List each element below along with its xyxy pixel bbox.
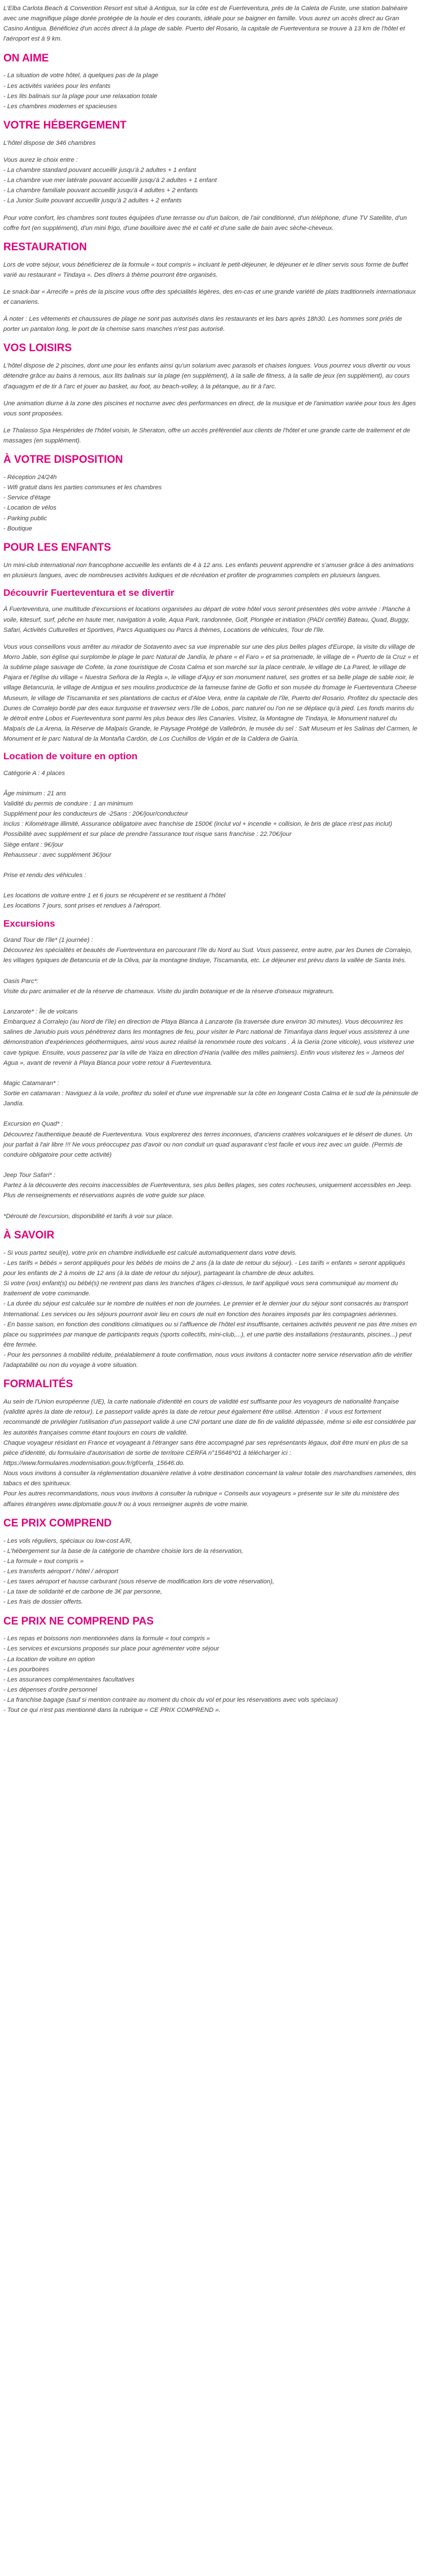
list-item: Lanzarote* : Île de volcans	[3, 1008, 78, 1015]
list-item: - Tout ce qui n'est pas mentionné dans la rubrique « CE PRIX COMPREND ».	[3, 1707, 221, 1714]
formalites-cerfa-link[interactable]: https://www.formulaires.modernisation.gouv.fr/gf/cerfa_15646.do.	[3, 1460, 185, 1467]
list-item: - Les lits balinais sur la plage pour une relaxation totale	[3, 92, 158, 100]
list-item: Possibilité avec supplément et sur place de prendre l'assurance tout risque sans franchise : 22.70€/jour	[3, 831, 292, 838]
savoir-list	[3, 1248, 419, 1371]
list-item	[3, 1201, 419, 1211]
enfants-heading: POUR LES ENFANTS	[3, 541, 112, 554]
intro-text: L'Elba Carlota Beach & Convention Resort est situé à Antigua, sur la côte est de Fuerteventura, près de la Caleta de Fuste, une station balnéaire avec une magnifique plage dorée protégée de la houle et des courants, idéale pour se baigner en famille. Vous aurez un accès direct au Gran Casino Antigua. Bénéficiez d'un accès direct à la plage de sable. Puerto del Rosario, la capitale de Fuerteventura se trouve à 13 km de l'hôtel et l'aéroport est à 9 km.	[3, 5, 408, 43]
loisirs-facilities: L'hôtel dispose de 2 piscines, dont une pour les enfants ainsi qu'un solarium avec parasols et chaises longues. Vous pourrez vous divertir ou vous détendre grâce au bains à remous, aux lits balinais sur la plage (en supplément), à la salle de fitness, à la salle de jeux (en supplément), au cours d'aquagym et de tir à l'arc et jouer au basket, au foot, au beach-volley, à la pétanque, au tir à l'arc.	[3, 362, 411, 390]
list-item: Catégorie A : 4 places	[3, 769, 65, 777]
list-item: Rehausseur : avec supplément 3€/jour	[3, 851, 112, 858]
formalites-heading: FORMALITÉS	[3, 1378, 73, 1391]
hebergement-choice-intro: Vous aurez le choix entre :	[3, 156, 78, 163]
list-item: - En basse saison, en fonction des conditions climatiques ou si l'affluence de l'hôtel est insuffisante, certaines activités peuvent ne pas être mises en place ou supprimées par manque de participants requis (sports collectifs, mini-club,...), et une partie des installations (restaurants, piscines...) peut être fermée.	[3, 1321, 417, 1348]
restauration-formula: Lors de votre séjour, vous bénéficierez de la formule « tout compris » incluant le petit-déjeuner, le déjeuner et le dîner servis sous forme de buffet varié au restaurant « Tindaya ». Des dîners à thème pourront être organisés.	[3, 261, 408, 278]
restauration-heading: RESTAURATION	[3, 241, 87, 253]
prix-non-comprend-heading: CE PRIX NE COMPREND PAS	[3, 1615, 154, 1627]
hebergement-room-list	[3, 165, 419, 206]
list-item: Si votre (vos) enfant(s) ou bébé(s) ne rentrent pas dans les tranches d'âges ci-dessus, le tarif appliqué vous sera communiqué au moment du traitement de votre commande.	[3, 1280, 398, 1298]
enfants-mini-club: Un mini-club international non francophone accueille les enfants de 4 à 12 ans. Les enfants peuvent apprendre et s'amuser grâce à des animations en plusieurs langues, avec de nombreuses activités ludiques et de récréation et profiter de programmes complets en plusieurs langues.	[3, 561, 414, 579]
list-item: - Les pourboires	[3, 1666, 49, 1673]
disposition-heading: À VOTRE DISPOSITION	[3, 454, 123, 466]
list-item	[3, 880, 419, 891]
list-item: - Réception 24/24h	[3, 474, 57, 481]
list-item: Sortie en catamaran : Naviguez à la voile, profitez du soleil et d'une vue imprenable sur la côte en longeant Costa Calma et le sud de la péninsule de Jandía.	[3, 1090, 419, 1108]
hebergement-equipment: Pour votre confort, les chambres sont toutes équipées d'une terrasse ou d'un balcon, de l'air conditionné, d'un téléphone, d'une TV Satellite, d'un coffre fort (en supplément), d'un mini frigo, d'une bouilloire avec thé et café et d'une salle de bain avec sèche-cheveux.	[3, 214, 407, 232]
list-item: - Service d'étage	[3, 494, 51, 502]
list-item: - Parking public	[3, 515, 47, 522]
list-item	[3, 1068, 419, 1078]
restauration-note: À noter : Les vêtements et chaussures de plage ne sont pas autorisés dans les restaurants et les bars après 18h30. Les hommes sont priés de porter un pantalon long, le port de la chemise sans manches n'est pas autorisé.	[3, 316, 402, 333]
formalites-minors: Chaque voyageur résidant en France et voyageant à l'étranger sans être accompagné par ses représentants légaux, doit être muni en plus de sa pièce d'identité, du formulaire d'autorisation de sortie de territoire CERFA n°15646*01 à télécharger ici :	[3, 1439, 408, 1457]
list-item: - Boutique	[3, 525, 32, 532]
list-item: Découvrez l'authentique beauté de Fuerteventura. Vous explorerez des terres inconnues, d'anciens cratères volcaniques et le désert de dunes. Un jour parfait à l'air libre !!! Ne vous préoccupez pas d'avoir ou non conduit un quad auparavant c'est facile et vous irez avec un guide. (Permis de conduire obligatoire pour cette activité)	[3, 1131, 412, 1158]
list-item: - La Junior Suite pouvant accueillir jusqu'à 2 adultes + 2 enfants	[3, 197, 182, 205]
list-item: Siège enfant : 9€/jour	[3, 841, 64, 848]
list-item: Découvrez les spécialités et beautés de Fuerteventura en parcourant l'île du Nord au Sud. Vous passerez, entre autre, par les Dunes de Corralejo, les villages typiques de Betancuria et de la Oliva, par la montagne tindaye, Tiscamanita, etc. Le déjeuner est prévu dans la vallée de Santa Inés.	[3, 947, 412, 964]
loisirs-animation: Une animation diurne à la zone des piscines et nocturne avec des performances en direct, de la musique et de l'animation variée pour tous les âges vous sont proposées.	[3, 400, 416, 417]
list-item: Supplément pour les conducteurs de -25ans : 20€/jour/conducteur	[3, 811, 188, 818]
list-item: - Les taxes aéroport et hausse carburant (sous réserve de modification lors de votre réservation),	[3, 1578, 274, 1586]
list-item	[3, 997, 419, 1007]
decouvrir-places: Vous vous conseillons vous arrêter au mirador de Sotavento avec sa vue imprenable sur une des plus belles plages d'Europe, la visite du village de Morro Jable, son église qui surplombe le plage le parc Natural de Jandía, le phare « el Faro » et sa promenade, le village de « Puerto de la Cruz » et la sublime plage sauvage de Cofete, la zone touristique de Costa Calma et son marché sur la place centrale, le village de La Pared, le village de Pajara et l'église du village « Nuestra Señora de la Regla », le village d'Ajuy et son monument naturel, ses grottes et sa belle plage de sable noir, le village Betancuria, le village de Antigua et ses moulins productrice de la fameuse farine de Gofio et son musée du fromage le Fuerteventura Cheese Museum, le village de Tiscamanita et ses plantations de cactus et d'Aloe Vera, entre la capitale de l'île, Puerto del Rosario. Profitez du spectacle des Dunes de Corralejo bordé par des eaux turquoise et traversez vers l'île de Lobos, parc naturel ou l'on ne se déplace qu'à pied. Les fonds marins du le détroit entre Lobos et Fuerteventura sont parmi les plus beaux des îles Canaries. Visitez, la Montagne de Tindaya, le Monument naturel du Malpaís de La Arena, la Réserve de Malpaís Grande, le Paysage Protégé de Vallebrón, le musée du sel : Salt Museum et les Salinas del Carmen, le Monument et le parc Natural de la Montaña Cardón, de Los Cuchillos de Vigán et de la Caldera de Gairía.	[3, 643, 419, 743]
list-item: - Wifi gratuit dans les parties communes et les chambres	[3, 484, 162, 492]
list-item: Partez à la découverte des recoins inaccessibles de Fuerteventura, ses plus belles plages, ses cotes rocheuses, uniquement accessibles en Jeep. Plus de renseignements et réservations auprès de votre guide sur place.	[3, 1182, 412, 1200]
list-item: - Si vous partez seul(e), votre prix en chambre individuelle est calculé automatiquement dans votre devis.	[3, 1249, 297, 1256]
list-item: Jeep Tour Safari* :	[3, 1172, 56, 1179]
formalites-customs: Nous vous invitons à consulter la réglementation douanière relative à votre destination concernant la valeur totale des marchandises ramenées, des tabacs et des spiritueux.	[3, 1470, 416, 1488]
excursions-list	[3, 935, 419, 1221]
list-item	[3, 860, 419, 870]
list-item: - La chambre familiale pouvant accueillir jusqu'à 4 adultes + 2 enfants	[3, 187, 198, 194]
list-item: Les locations 7 jours, sont prises et rendues à l'aéroport.	[3, 902, 162, 910]
hebergement-rooms-count: L'hôtel dispose de 346 chambres	[3, 139, 96, 147]
list-item: - La chambre standard pouvant accueillir jusqu'à 2 adultes + 1 enfant	[3, 167, 197, 174]
prix-comprend-list	[3, 1536, 419, 1608]
restauration-snack-bar: Le snack-bar « Arrecife » près de la piscine vous offre des spécialités légères, des en-cas et une grande variété de plats traditionnels internationaux et canariens.	[3, 288, 416, 306]
list-item: Validité du permis de conduire : 1 an minimum	[3, 800, 133, 808]
on-aime-list	[3, 70, 419, 112]
list-item: - Les transferts aéroport / hôtel / aéroport	[3, 1568, 118, 1575]
list-item: - La franchise bagage (sauf si mention contraire au moment du choix du vol et pour les réservations avec vols spéciaux)	[3, 1697, 338, 1704]
excursions-heading: Excursions	[3, 918, 55, 929]
voiture-heading: Location de voiture en option	[3, 751, 137, 762]
loisirs-spa: Le Thalasso Spa Hespérides de l'hôtel voisin, le Sheraton, offre un accès préférentiel aux clients de l'hôtel et une grande carte de traitement et de massages (en supplément).	[3, 427, 410, 445]
formalites-advice: Pour les autres recommandations, nous vous invitons à consulter la rubrique « Conseils aux voyageurs » présente sur le site du ministère des affaires étrangères www.diplomatie.gouv.fr ou à vous renseigner auprès de votre mairie.	[3, 1490, 399, 1508]
voiture-details	[3, 768, 419, 911]
list-item: - Les assurances complémentaires facultatives	[3, 1676, 135, 1683]
list-item: - Les repas et boissons non mentionnées dans la formule « tout compris »	[3, 1635, 210, 1643]
list-item: - Les frais de dossier offerts.	[3, 1599, 83, 1606]
list-item: Les locations de voiture entre 1 et 6 jours se récupèrent et se restituent à l'hôtel	[3, 892, 225, 900]
list-item: Inclus : Kilométrage illimité, Assurance obligatoire avec franchise de 1500€ (inclut vol + incendie + collision, le bris de glace n'est pas inclut)	[3, 821, 393, 828]
list-item: - Location de vélos	[3, 504, 56, 512]
loisirs-heading: VOS LOISIRS	[3, 342, 72, 355]
list-item: - Les tarifs « bébés » seront appliqués pour les bébés de moins de 2 ans (à la date de retour du séjour). - Les tarifs « enfants » seront appliqués pour les enfants de 2 à moins de 12 ans (à la date de retour du séjour), partageant la chambre de deux adultes.	[3, 1259, 406, 1277]
list-item: - Les services et excursions proposés sur place pour agrémenter votre séjour	[3, 1645, 220, 1653]
list-item	[3, 966, 419, 976]
list-item: - Les activités variées pour les enfants	[3, 82, 111, 90]
list-item: - La taxe de solidarité et de carbone de 3€ par personne,	[3, 1588, 162, 1596]
list-item: - Les vols réguliers, spéciaux ou low-cost A/R,	[3, 1537, 132, 1544]
list-item: - La location de voiture en option	[3, 1656, 95, 1663]
list-item: Magic Catamaran* :	[3, 1079, 59, 1087]
list-item: - Pour les personnes à mobilité réduite, préalablement à toute confirmation, nous vous invitons à contacter notre service réservation afin de vérifier l'adaptabilité ou non du voyage à votre situation.	[3, 1352, 412, 1369]
list-item: - Les dépenses d'ordre personnel	[3, 1687, 97, 1693]
list-item: Embarquez à Corralejo (au Nord de l'île) en direction de Playa Blanca à Lanzarote (la traversée dure environ 30 minutes). Vous découvrirez les salines de Janubio puis vous pénètrerez dans les montagnes de feu, pour visiter le Parc national de Timanfaya dans lequel vous assisterez à une démonstration d'expériences géothermiques, ainsi vous aurez réalisé la renommée route des volcans . À la Geria (zone viticole), vous visiterez une cave typique. Ensuite, vous passerez par la ville de Yaiza en direction d'Haria (vallée des milles palmiers). Enfin vous visiterez les « Jameos del Agua », avant de revenir à Playa Blanca pour votre retour à Fuerteventura.	[3, 1019, 415, 1066]
decouvrir-heading: Découvrir Fuerteventura et se divertir	[3, 587, 175, 598]
list-item: Visite du parc animalier et de la réserve de chameaux. Visite du jardin botanique et de la réserve d'oiseaux migrateurs.	[3, 988, 335, 995]
prix-comprend-heading: CE PRIX COMPREND	[3, 1517, 112, 1529]
list-item: - La formule « tout compris »	[3, 1557, 84, 1565]
list-item: Excursion en Quad* :	[3, 1121, 63, 1128]
list-item: - Les chambres modernes et spacieuses	[3, 103, 117, 110]
on-aime-heading: ON AIME	[3, 52, 49, 64]
list-item: Oasis Parc*:	[3, 977, 39, 985]
disposition-list	[3, 472, 419, 534]
list-item	[3, 778, 419, 789]
list-item: Grand Tour de l'île* (1 journée) :	[3, 936, 94, 944]
list-item	[3, 1160, 419, 1170]
list-item: Âge minimum : 21 ans	[3, 790, 66, 797]
list-item: Prise et rendu des véhicules :	[3, 872, 86, 879]
list-item	[3, 1109, 419, 1119]
list-item: - La situation de votre hôtel, à quelques pas de la plage	[3, 72, 158, 79]
decouvrir-activities: À Fuerteventura, une multitude d'excursions et locations organisées au départ de votre hôtel vous seront présentées dès votre arrivée : Planche à voile, kitesurf, surf, pêche en haute mer, navigation à voile, Aqua Park, randonnée, Golf, Plongée et initiation (PADI certifié) Bateau, Quad, Buggy, Safari, Activités Culturelles et Sportives, Parcs Aquatiques ou Parcs à thèmes, Locations de véhicules, Tour de l'île.	[3, 606, 411, 634]
formalites-identity: Au sein de l'Union européenne (UE), la carte nationale d'identité en cours de validité est suffisante pour les voyageurs de nationalité française (validité après la date de retour). Le passeport valide après la date de retour peut également être utilisé. Attention : il vous est fortement recommandé de privilégier l'utilisation d'un passeport valide à une CNI portant une date de fin de validité dépassée, même si elle est considérée par les autorités françaises comme étant toujours en cours de validité.	[3, 1398, 416, 1436]
prix-non-comprend-list	[3, 1634, 419, 1715]
list-item: *Dérouté de l'excursion, disponibilité et tarifs à voir sur place.	[3, 1212, 174, 1220]
list-item: - La chambre vue mer latérale pouvant accueillir jusqu'à 2 adultes + 1 enfant	[3, 177, 217, 184]
list-item: - La durée du séjour est calculée sur le nombre de nuitées et non de journées. Le premier et le dernier jour du séjour sont consacrés au transport International. Les services ou les séjours pourront avoir lieu en cours de nuit en fonction des horaires imposés par les compagnies aériennes.	[3, 1300, 408, 1318]
hebergement-heading: VOTRE HÉBERGEMENT	[3, 119, 127, 131]
list-item: - L'hébergement sur la base de la catégorie de chambre choisie lors de la réservation,	[3, 1547, 243, 1555]
savoir-heading: À SAVOIR	[3, 1229, 55, 1241]
